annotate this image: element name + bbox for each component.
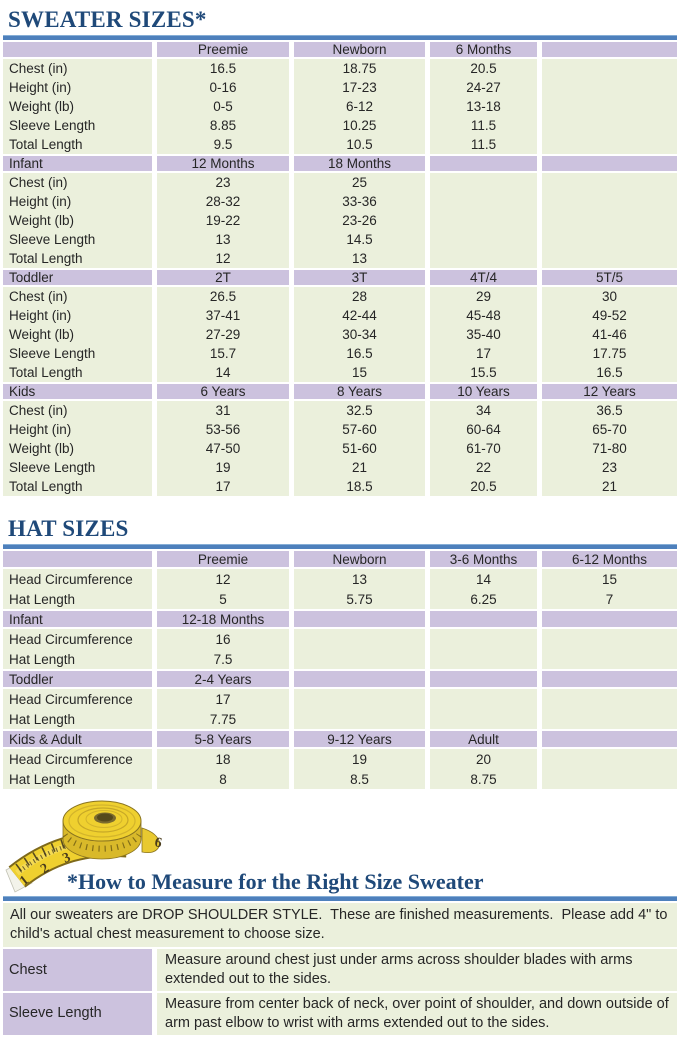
value-cell: 53-56 <box>152 420 289 439</box>
value-cell: 5.75 <box>289 589 425 609</box>
value-cell: Measure from center back of neck, over point of shoulder, and down outside of arm past elbow to wrist with arms extended out to the sides. <box>152 993 677 1035</box>
row-label-cell: Hat Length <box>3 709 152 729</box>
row-label-cell <box>3 549 152 569</box>
value-cell: Newborn <box>289 40 425 59</box>
table-row <box>3 306 677 325</box>
value-cell: 31 <box>152 401 289 420</box>
value-cell: 0-5 <box>152 97 289 116</box>
value-cell: 16 <box>152 629 289 649</box>
value-cell <box>289 669 425 689</box>
tape-number: 1 <box>17 873 32 890</box>
value-cell: 10.25 <box>289 116 425 135</box>
value-cell: 20.5 <box>425 59 537 78</box>
value-cell: 14 <box>152 363 289 382</box>
row-label-cell: Sleeve Length <box>3 458 152 477</box>
value-cell: 14 <box>425 569 537 589</box>
value-cell: 16.5 <box>537 363 677 382</box>
value-cell <box>537 689 677 709</box>
value-cell: 2-4 Years <box>152 669 289 689</box>
value-cell: 36.5 <box>537 401 677 420</box>
section-divider <box>3 896 677 901</box>
measurement-instructions-table <box>3 947 677 1036</box>
value-cell: 51-60 <box>289 439 425 458</box>
header-row <box>3 40 677 59</box>
value-cell <box>537 78 677 97</box>
value-cell: 6 Years <box>152 382 289 401</box>
value-cell: 15 <box>537 569 677 589</box>
value-cell <box>425 649 537 669</box>
value-cell: 12 <box>152 249 289 268</box>
value-cell: 42-44 <box>289 306 425 325</box>
value-cell: 57-60 <box>289 420 425 439</box>
value-cell: Adult <box>425 729 537 749</box>
value-cell: 26.5 <box>152 287 289 306</box>
value-cell: 20.5 <box>425 477 537 496</box>
value-cell: 29 <box>425 287 537 306</box>
value-cell: 6-12 Months <box>537 549 677 569</box>
value-cell <box>537 629 677 649</box>
value-cell: 27-29 <box>152 325 289 344</box>
table-row <box>3 135 677 154</box>
table-row <box>3 363 677 382</box>
value-cell: 10.5 <box>289 135 425 154</box>
value-cell <box>289 629 425 649</box>
value-cell <box>289 709 425 729</box>
value-cell <box>425 669 537 689</box>
value-cell: 19 <box>152 458 289 477</box>
value-cell: 9.5 <box>152 135 289 154</box>
value-cell <box>289 689 425 709</box>
value-cell: 22 <box>425 458 537 477</box>
value-cell: 12 Years <box>537 382 677 401</box>
value-cell: 12 <box>152 569 289 589</box>
value-cell <box>537 40 677 59</box>
row-label-cell: Height (in) <box>3 306 152 325</box>
value-cell: 7 <box>537 589 677 609</box>
how-to-measure-title: *How to Measure for the Right Size Sweater <box>67 869 484 895</box>
table-row <box>3 993 677 1035</box>
section-row <box>3 609 677 629</box>
value-cell <box>537 709 677 729</box>
sweater-sizes-table <box>3 40 677 496</box>
row-label-cell: Head Circumference <box>3 569 152 589</box>
table-row <box>3 192 677 211</box>
value-cell: 17 <box>152 477 289 496</box>
value-cell: 19 <box>289 749 425 769</box>
row-label-cell: Sleeve Length <box>3 344 152 363</box>
table-row <box>3 477 677 496</box>
value-cell: 18.75 <box>289 59 425 78</box>
value-cell: 13 <box>289 569 425 589</box>
value-cell: 21 <box>289 458 425 477</box>
table-row <box>3 769 677 789</box>
value-cell: 25 <box>289 173 425 192</box>
value-cell: 37-41 <box>152 306 289 325</box>
value-cell <box>425 629 537 649</box>
row-label-cell: Chest (in) <box>3 401 152 420</box>
table-row <box>3 211 677 230</box>
row-label-cell: Weight (lb) <box>3 211 152 230</box>
value-cell: 4T/4 <box>425 268 537 287</box>
value-cell <box>425 709 537 729</box>
value-cell: 21 <box>537 477 677 496</box>
value-cell: 18 <box>152 749 289 769</box>
table-row <box>3 287 677 306</box>
value-cell: 9-12 Years <box>289 729 425 749</box>
value-cell: 5-8 Years <box>152 729 289 749</box>
value-cell: 3-6 Months <box>425 549 537 569</box>
table-row <box>3 344 677 363</box>
value-cell: 8.5 <box>289 769 425 789</box>
value-cell <box>537 669 677 689</box>
how-to-measure-header <box>3 789 677 896</box>
tape-number: 2 <box>38 861 53 878</box>
value-cell: Preemie <box>152 549 289 569</box>
value-cell: 12 Months <box>152 154 289 173</box>
row-label-cell: Toddler <box>3 669 152 689</box>
row-label-cell: Infant <box>3 154 152 173</box>
section-row <box>3 382 677 401</box>
row-label-cell <box>3 40 152 59</box>
table-row <box>3 629 677 649</box>
row-label-cell: Infant <box>3 609 152 629</box>
row-label-cell: Chest (in) <box>3 59 152 78</box>
value-cell: 61-70 <box>425 439 537 458</box>
table-row <box>3 401 677 420</box>
row-label-cell: Total Length <box>3 135 152 154</box>
value-cell <box>537 769 677 789</box>
value-cell: 0-16 <box>152 78 289 97</box>
table-row <box>3 649 677 669</box>
table-row <box>3 420 677 439</box>
sweater-sizes-title: SWEATER SIZES* <box>8 7 207 32</box>
value-cell <box>425 689 537 709</box>
table-row <box>3 709 677 729</box>
row-label-cell: Weight (lb) <box>3 97 152 116</box>
table-row <box>3 173 677 192</box>
value-cell <box>537 173 677 192</box>
value-cell: 17 <box>425 344 537 363</box>
value-cell: 20 <box>425 749 537 769</box>
value-cell: 17-23 <box>289 78 425 97</box>
tape-number: 6 <box>153 835 164 852</box>
table-row <box>3 59 677 78</box>
value-cell: 17 <box>152 689 289 709</box>
table-row <box>3 230 677 249</box>
header-row <box>3 549 677 569</box>
section-row <box>3 669 677 689</box>
value-cell <box>425 173 537 192</box>
tape-number: 3 <box>60 850 74 867</box>
value-cell: Preemie <box>152 40 289 59</box>
value-cell: 6.25 <box>425 589 537 609</box>
value-cell <box>537 649 677 669</box>
value-cell <box>537 135 677 154</box>
value-cell: 60-64 <box>425 420 537 439</box>
value-cell: 8 Years <box>289 382 425 401</box>
value-cell: 6 Months <box>425 40 537 59</box>
value-cell: 10 Years <box>425 382 537 401</box>
value-cell: 16.5 <box>152 59 289 78</box>
value-cell: 8.85 <box>152 116 289 135</box>
value-cell: 65-70 <box>537 420 677 439</box>
value-cell: 33-36 <box>289 192 425 211</box>
table-row <box>3 78 677 97</box>
value-cell: 16.5 <box>289 344 425 363</box>
value-cell: 71-80 <box>537 439 677 458</box>
table-row <box>3 116 677 135</box>
table-row <box>3 589 677 609</box>
value-cell: 5T/5 <box>537 268 677 287</box>
row-label-cell: Height (in) <box>3 420 152 439</box>
value-cell: 15 <box>289 363 425 382</box>
value-cell: Newborn <box>289 549 425 569</box>
value-cell: 34 <box>425 401 537 420</box>
value-cell: 45-48 <box>425 306 537 325</box>
value-cell: 6-12 <box>289 97 425 116</box>
table-row <box>3 439 677 458</box>
value-cell: 18.5 <box>289 477 425 496</box>
row-label-cell: Weight (lb) <box>3 439 152 458</box>
row-label-cell: Total Length <box>3 363 152 382</box>
value-cell: 32.5 <box>289 401 425 420</box>
value-cell: 7.75 <box>152 709 289 729</box>
value-cell <box>537 97 677 116</box>
table-row <box>3 749 677 769</box>
value-cell <box>537 211 677 230</box>
value-cell <box>537 249 677 268</box>
value-cell: 18 Months <box>289 154 425 173</box>
row-label-cell: Total Length <box>3 249 152 268</box>
row-label-cell: Sleeve Length <box>3 116 152 135</box>
value-cell <box>289 649 425 669</box>
value-cell: 15.7 <box>152 344 289 363</box>
value-cell <box>537 729 677 749</box>
value-cell <box>537 609 677 629</box>
value-cell: 30 <box>537 287 677 306</box>
hat-sizes-title: HAT SIZES <box>8 516 129 542</box>
value-cell: 13 <box>289 249 425 268</box>
table-row <box>3 569 677 589</box>
row-label-cell: Head Circumference <box>3 629 152 649</box>
row-label-cell: Head Circumference <box>3 749 152 769</box>
value-cell: 19-22 <box>152 211 289 230</box>
value-cell: 11.5 <box>425 116 537 135</box>
row-label-cell: Hat Length <box>3 649 152 669</box>
value-cell: 14.5 <box>289 230 425 249</box>
row-label-cell: Chest <box>3 949 152 991</box>
row-label-cell: Head Circumference <box>3 689 152 709</box>
value-cell: 49-52 <box>537 306 677 325</box>
section-row <box>3 154 677 173</box>
value-cell: 2T <box>152 268 289 287</box>
row-label-cell: Sleeve Length <box>3 993 152 1035</box>
row-label-cell: Kids & Adult <box>3 729 152 749</box>
value-cell <box>537 230 677 249</box>
value-cell: 17.75 <box>537 344 677 363</box>
row-label-cell: Height (in) <box>3 192 152 211</box>
row-label-cell: Height (in) <box>3 78 152 97</box>
table-row <box>3 949 677 991</box>
value-cell: Measure around chest just under arms across shoulder blades with arms extended out to the sides. <box>152 949 677 991</box>
value-cell: 5 <box>152 589 289 609</box>
table-row <box>3 325 677 344</box>
value-cell <box>425 249 537 268</box>
row-label-cell: Weight (lb) <box>3 325 152 344</box>
table-row <box>3 458 677 477</box>
row-label-cell: Chest (in) <box>3 173 152 192</box>
row-label-cell: Toddler <box>3 268 152 287</box>
value-cell: 11.5 <box>425 135 537 154</box>
row-label-cell: Sleeve Length <box>3 230 152 249</box>
value-cell <box>537 154 677 173</box>
value-cell <box>425 609 537 629</box>
row-label-cell: Chest (in) <box>3 287 152 306</box>
row-label-cell: Hat Length <box>3 769 152 789</box>
value-cell: 3T <box>289 268 425 287</box>
value-cell: 15.5 <box>425 363 537 382</box>
value-cell: 35-40 <box>425 325 537 344</box>
value-cell: 24-27 <box>425 78 537 97</box>
value-cell: 8 <box>152 769 289 789</box>
value-cell <box>537 59 677 78</box>
value-cell: 28 <box>289 287 425 306</box>
value-cell <box>537 192 677 211</box>
value-cell: 8.75 <box>425 769 537 789</box>
value-cell: 7.5 <box>152 649 289 669</box>
table-row <box>3 249 677 268</box>
value-cell <box>537 116 677 135</box>
value-cell: 23-26 <box>289 211 425 230</box>
value-cell: 47-50 <box>152 439 289 458</box>
value-cell <box>537 749 677 769</box>
value-cell: 13 <box>152 230 289 249</box>
section-row <box>3 729 677 749</box>
row-label-cell: Hat Length <box>3 589 152 609</box>
value-cell: 28-32 <box>152 192 289 211</box>
hat-sizes-table <box>3 549 677 789</box>
value-cell: 13-18 <box>425 97 537 116</box>
row-label-cell: Kids <box>3 382 152 401</box>
value-cell <box>425 192 537 211</box>
value-cell: 41-46 <box>537 325 677 344</box>
section-row <box>3 268 677 287</box>
value-cell: 30-34 <box>289 325 425 344</box>
value-cell: 23 <box>537 458 677 477</box>
value-cell: 23 <box>152 173 289 192</box>
measurement-note: All our sweaters are DROP SHOULDER STYLE. These are finished measurements. Please add 4" to child's actual chest measurement to choose size. <box>3 903 677 947</box>
value-cell: 12-18 Months <box>152 609 289 629</box>
row-label-cell: Total Length <box>3 477 152 496</box>
value-cell <box>425 211 537 230</box>
table-row <box>3 97 677 116</box>
table-row <box>3 689 677 709</box>
value-cell <box>425 154 537 173</box>
value-cell <box>289 609 425 629</box>
value-cell <box>425 230 537 249</box>
